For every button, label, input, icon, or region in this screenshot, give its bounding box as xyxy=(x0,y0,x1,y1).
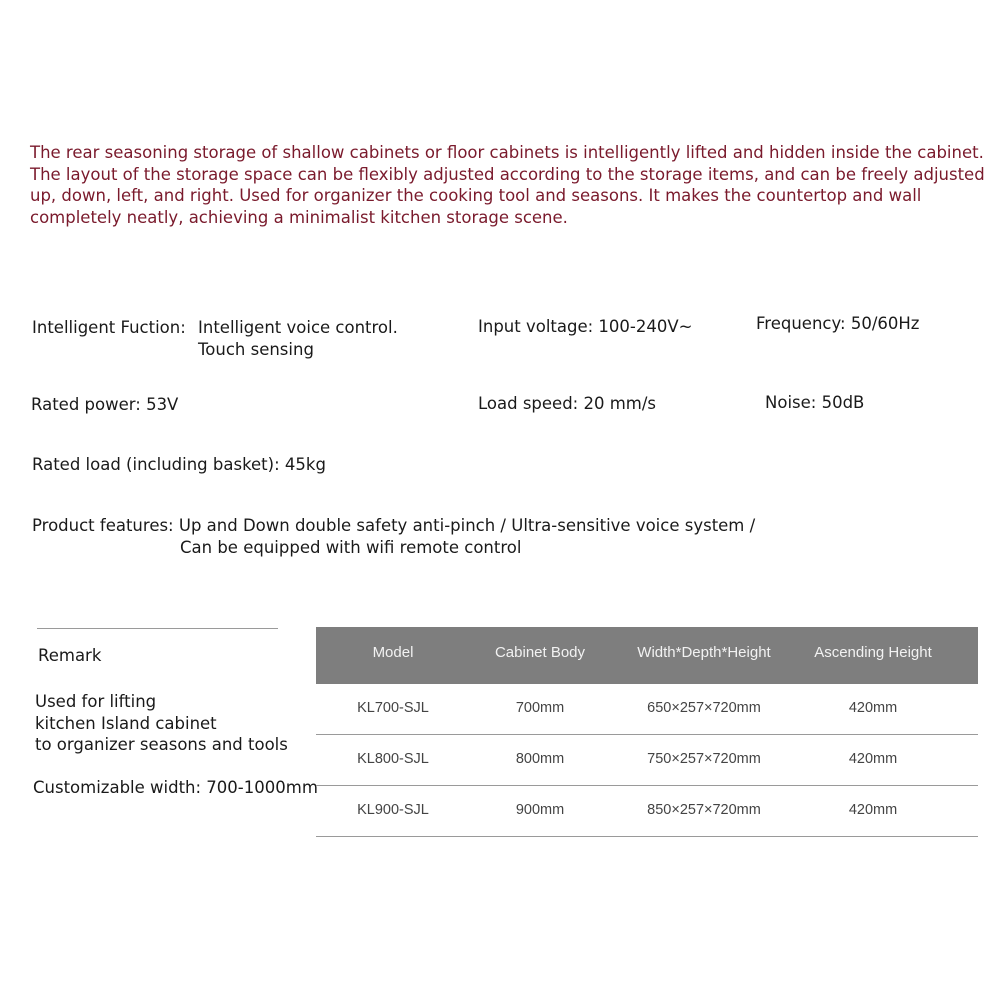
header-model: Model xyxy=(372,644,414,661)
intro-line: The layout of the storage space can be flexibly adjusted according to the storage items, and can be freely adjusted up, down, left, and right. Used for organizer the cooking tool and seasons. It makes the countertop and wall completely neatly, achieving a minimalist kitchen storage scene. xyxy=(30,164,985,227)
model-table xyxy=(316,627,978,837)
spec-function-label: Intelligent Fuction: xyxy=(32,318,186,337)
intro-paragraph xyxy=(30,142,990,228)
spec-frequency: Frequency: 50/60Hz xyxy=(756,314,920,333)
spec-function-value-1: Intelligent voice control. xyxy=(198,318,398,337)
cell-ascending-height: 420mm xyxy=(848,751,898,767)
remark-divider xyxy=(37,628,278,629)
remark-description xyxy=(35,691,288,756)
cell-ascending-height: 420mm xyxy=(848,802,898,818)
spec-function-value-2: Touch sensing xyxy=(198,340,314,359)
cell-cabinet-body: 800mm xyxy=(515,751,565,767)
cell-model: KL800-SJL xyxy=(357,751,429,767)
cell-ascending-height: 420mm xyxy=(848,700,898,716)
spec-load-speed: Load speed: 20 mm/s xyxy=(478,394,657,413)
spec-features-line-2: Can be equipped with wifi remote control xyxy=(180,538,522,557)
cell-dimensions: 850×257×720mm xyxy=(647,802,761,818)
cell-dimensions: 650×257×720mm xyxy=(647,700,761,716)
table-row xyxy=(316,786,978,837)
cell-model: KL700-SJL xyxy=(357,700,429,716)
header-dimensions: Width*Depth*Height xyxy=(637,644,771,661)
spec-rated-power: Rated power: 53V xyxy=(31,395,179,414)
intro-line: The rear seasoning storage of shallow cabinets or floor cabinets is intelligently lifted and hidden inside the cabinet. xyxy=(30,143,984,162)
remark-desc-line: Used for lifting xyxy=(35,692,157,711)
header-cabinet-body: Cabinet Body xyxy=(494,644,586,661)
remark-custom-width: Customizable width: 700-1000mm xyxy=(33,778,318,797)
spec-rated-load: Rated load (including basket): 45kg xyxy=(32,455,326,474)
cell-cabinet-body: 700mm xyxy=(515,700,565,716)
table-header xyxy=(316,627,978,684)
spec-input-voltage: Input voltage: 100-240V~ xyxy=(478,317,693,336)
remark-title: Remark xyxy=(38,646,102,665)
cell-model: KL900-SJL xyxy=(357,802,429,818)
spec-features-line-1: Product features: Up and Down double safety anti-pinch / Ultra-sensitive voice system / xyxy=(32,516,756,535)
remark-desc-line: to organizer seasons and tools xyxy=(35,735,288,754)
header-ascending-height: Ascending Height xyxy=(814,644,932,661)
spec-noise: Noise: 50dB xyxy=(765,393,865,412)
remark-desc-line: kitchen Island cabinet xyxy=(35,713,217,733)
cell-dimensions: 750×257×720mm xyxy=(647,751,761,767)
table-row xyxy=(316,684,978,735)
cell-cabinet-body: 900mm xyxy=(515,802,565,818)
table-row xyxy=(316,735,978,786)
